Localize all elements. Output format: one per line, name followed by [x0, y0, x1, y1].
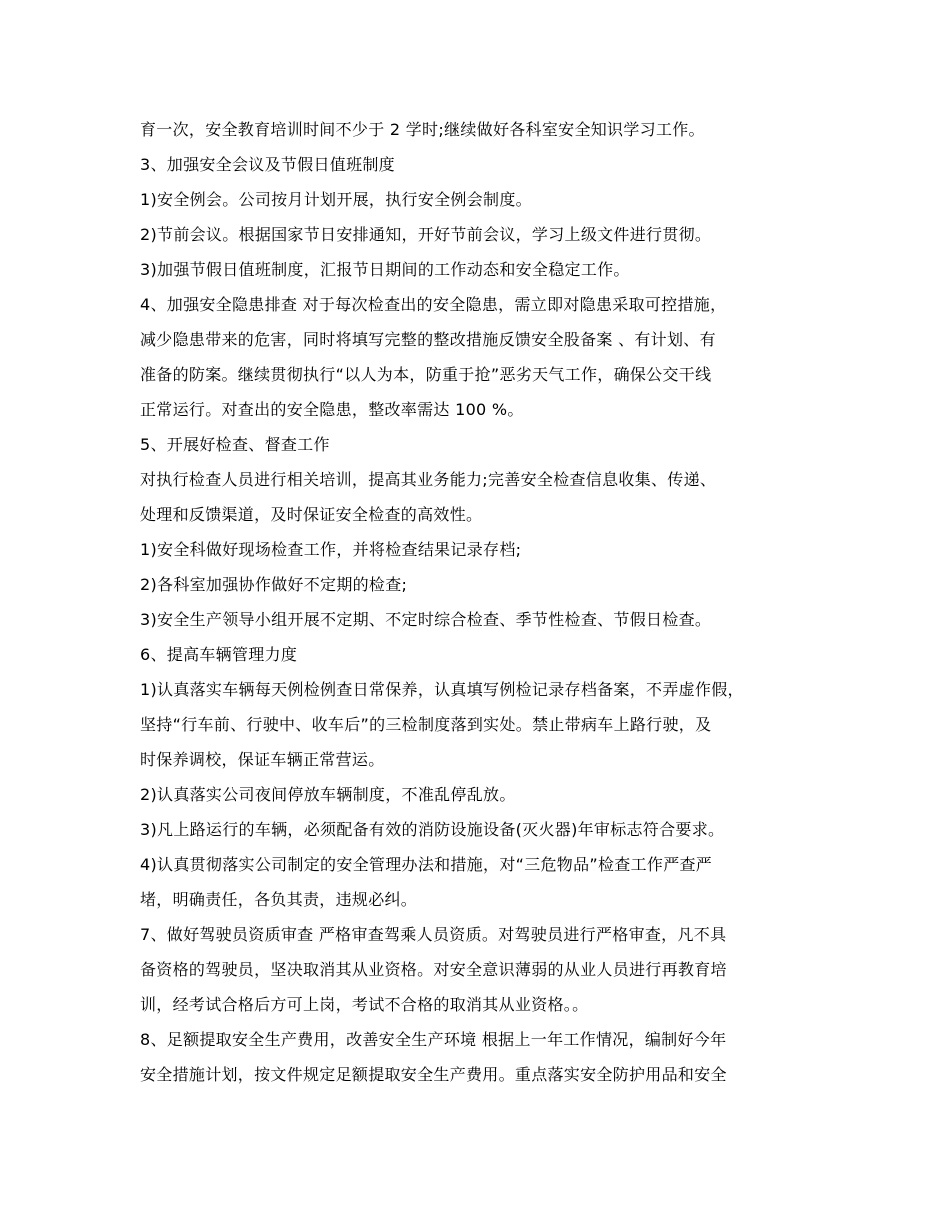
section-heading: 7、做好驾驶员资质审查 严格审查驾乘人员资质。对驾驶员进行严格审查，凡不具: [140, 925, 727, 944]
section-heading: 4、加强安全隐患排查 对于每次检查出的安全隐患，需立即对隐患采取可控措施，: [140, 295, 727, 314]
text-line: 正常运行。对查出的安全隐患，整改率需达 100 %。: [140, 400, 524, 419]
text-line: 育一次，安全教育培训时间不少于 2 学时;继续做好各科室安全知识学习工作。: [140, 120, 705, 139]
text-line: 2)各科室加强协作做好不定期的检查;: [140, 575, 408, 594]
text-line: 2)节前会议。根据国家节日安排通知，开好节前会议，学习上级文件进行贯彻。: [140, 225, 712, 244]
text-line: 1)安全科做好现场检查工作，并将检查结果记录存档;: [140, 540, 522, 559]
text-line: 安全措施计划，按文件规定足额提取安全生产费用。重点落实安全防护用品和安全: [140, 1065, 727, 1084]
section-heading: 3、加强安全会议及节假日值班制度: [140, 155, 395, 174]
text-line: 训，经考试合格后方可上岗，考试不合格的取消其从业资格。。: [140, 995, 589, 1014]
text-line: 准备的防案。继续贯彻执行“以人为本，防重于抢”恶劣天气工作，确保公交干线: [140, 365, 712, 384]
document-body: [140, 112, 830, 1092]
text-line: 坚持“行车前、行驶中、收车后”的三检制度落到实处。禁止带病车上路行驶，及: [140, 715, 712, 734]
text-line: 1)安全例会。公司按月计划开展，执行安全例会制度。: [140, 190, 532, 209]
text-line: 备资格的驾驶员，坚决取消其从业资格。对安全意识薄弱的从业人员进行再教育培: [140, 960, 727, 979]
text-line: 3)凡上路运行的车辆，必须配备有效的消防设施设备(灭火器)年审标志符合要求。: [140, 820, 725, 839]
section-heading: 6、提高车辆管理力度: [140, 645, 298, 664]
text-line: 1)认真落实车辆每天例检例查日常保养，认真填写例检记录存档备案，不弄虚作假，: [140, 680, 744, 699]
text-line: 减少隐患带来的危害，同时将填写完整的整改措施反馈安全股备案 、有计划、有: [140, 330, 716, 349]
text-line: 堵，明确责任，各负其责，违规必纠。: [140, 890, 418, 909]
text-line: 3)安全生产领导小组开展不定期、不定时综合检查、季节性检查、节假日检查。: [140, 610, 712, 629]
section-heading: 8、足额提取安全生产费用，改善安全生产环境 根据上一年工作情况，编制好今年: [140, 1030, 727, 1049]
text-line: 4)认真贯彻落实公司制定的安全管理办法和措施，对“三危物品”检查工作严查严: [140, 855, 713, 874]
text-line: 3)加强节假日值班制度，汇报节日期间的工作动态和安全稳定工作。: [140, 260, 630, 279]
text-line: 对执行检查人员进行相关培训，提高其业务能力;完善安全检查信息收集、传递、: [140, 470, 717, 489]
text-line: 时保养调校，保证车辆正常营运。: [140, 750, 385, 769]
text-line: 处理和反馈渠道，及时保证安全检查的高效性。: [140, 505, 483, 524]
section-heading: 5、开展好检查、督查工作: [140, 435, 330, 454]
text-line: 2)认真落实公司夜间停放车辆制度，不准乱停乱放。: [140, 785, 516, 804]
